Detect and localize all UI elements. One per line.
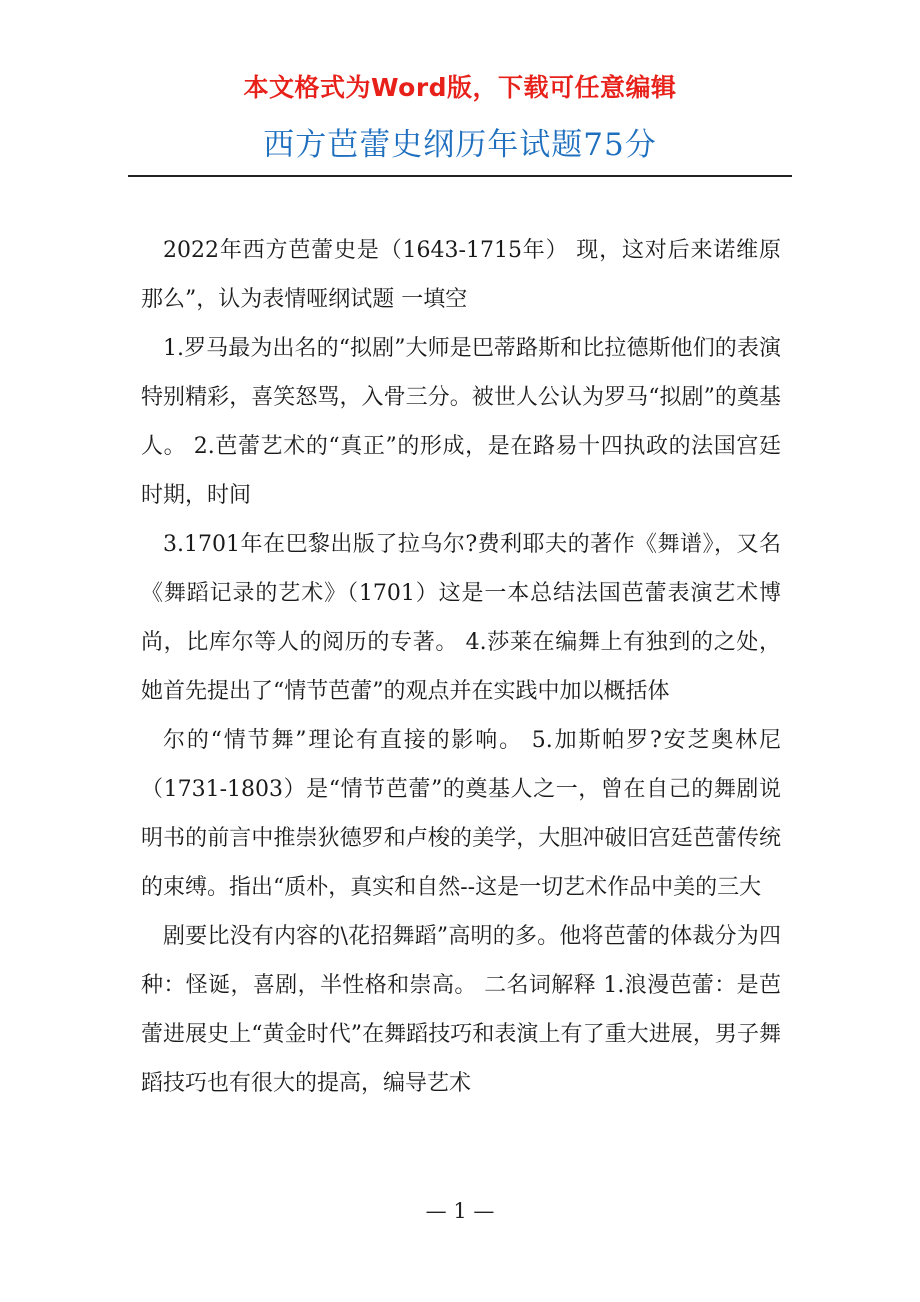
paragraph-definitions: 剧要比没有内容的\花招舞蹈”高明的多。他将芭蕾的体裁分为四种：怪诞，喜剧，半性格和崇高。 二名词解释 1.浪漫芭蕾：是芭蕾进展史上“黄金时代”在舞蹈技巧和表演上有了重大进展，男子舞蹈技巧也有很大的提高，编导艺术 — [141, 924, 781, 1096]
header-divider — [128, 175, 792, 177]
paragraph-intro: 2022年西方芭蕾史是（1643-1715年） 现，这对后来诺维原那么”，认为表情哑纲试题 一填空 — [141, 238, 781, 312]
page-number: — 1 — — [425, 1199, 495, 1223]
document-title: 西方芭蕾史纲历年试题75分 — [263, 127, 657, 163]
document-body — [141, 226, 781, 1108]
paragraph-question-5: 尔的“情节舞”理论有直接的影响。 5.加斯帕罗?安芝奥林尼（1731-1803）是“情节芭蕾”的奠基人之一，曾在自己的舞剧说明书的前言中推崇狄德罗和卢梭的美学，大胆冲破旧宫廷芭蕾传统的束缚。指出“质朴，真实和自然--这是一切艺术作品中美的三大 — [141, 728, 781, 900]
paragraph-questions-1-2: 1.罗马最为出名的“拟剧”大师是巴蒂路斯和比拉德斯他们的表演特别精彩，喜笑怒骂，入骨三分。被世人公认为罗马“拟剧”的奠基人。 2.芭蕾艺术的“真正”的形成，是在路易十四执政的法国宫廷时期，时间 — [141, 336, 781, 508]
format-notice: 本文格式为Word版，下载可任意编辑 — [243, 73, 677, 102]
paragraph-questions-3-4: 3.1701年在巴黎出版了拉乌尔?费利耶夫的著作《舞谱》，又名《舞蹈记录的艺术》（1701）这是一本总结法国芭蕾表演艺术博尚，比库尔等人的阅历的专著。 4.莎莱在编舞上有独到的之处，她首先提出了“情节芭蕾”的观点并在实践中加以概括体 — [141, 532, 781, 704]
